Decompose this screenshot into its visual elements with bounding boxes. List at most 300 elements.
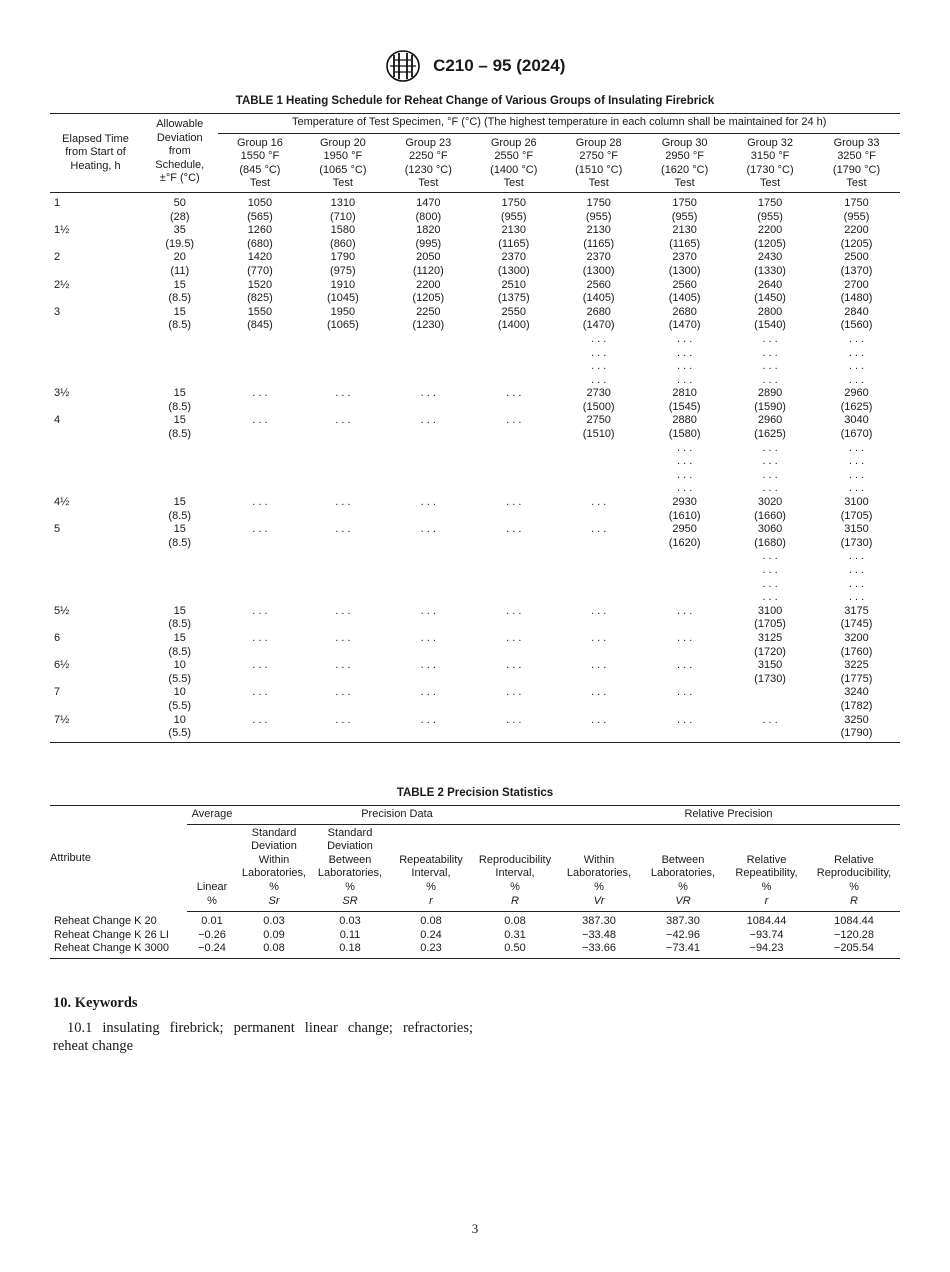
column-symbol: R	[850, 894, 858, 907]
table-cell: . . .	[252, 604, 268, 617]
table-cell	[50, 428, 141, 442]
table-cell: 2560	[586, 278, 611, 291]
table-cell: . . .	[506, 414, 522, 427]
table-cell: 15	[173, 631, 186, 644]
table-cell: (1620)	[668, 536, 701, 549]
table-cell: (1405)	[668, 292, 701, 305]
group-header-line: (845 °C)	[239, 163, 281, 176]
table-cell: (1470)	[582, 319, 615, 332]
table-cell: . . .	[676, 713, 693, 726]
table-cell: . . .	[591, 496, 607, 509]
table-cell: (8.5)	[168, 618, 192, 631]
table-cell: 3150	[757, 659, 783, 672]
table-cell: . . .	[676, 659, 693, 672]
temperature-span-header: Temperature of Test Specimen, °F (°C) (The highest temperature in each column shall be maintained for 24 h)	[218, 114, 900, 134]
table-cell: (11)	[170, 264, 190, 277]
group-header-line: 3150 °F	[750, 150, 790, 163]
column-header	[473, 824, 557, 912]
table-row	[50, 224, 900, 238]
group-header-line: Group 16	[236, 136, 283, 149]
table-cell: (845)	[247, 319, 273, 332]
table-cell: 1550	[247, 305, 273, 318]
table-cell	[642, 727, 727, 742]
table-row	[50, 578, 900, 592]
table-cell	[384, 591, 472, 605]
table-cell	[384, 510, 472, 524]
table-cell: (8.5)	[168, 536, 192, 549]
table-cell: (1720)	[754, 645, 786, 658]
table-cell: . . .	[420, 414, 436, 427]
table-cell: 10	[173, 713, 186, 726]
table-cell: 387.30	[582, 915, 616, 928]
table-cell: . . .	[676, 360, 693, 373]
column-header-line: %	[426, 880, 436, 893]
column-header-line: Laboratories,	[241, 867, 307, 880]
table-cell: . . .	[762, 346, 778, 359]
table-cell: 2200	[416, 278, 441, 291]
group-header-line: (1065 °C)	[319, 163, 367, 176]
table-cell	[472, 428, 555, 442]
table-cell	[50, 564, 141, 578]
table-row	[50, 523, 900, 537]
table-cell	[141, 482, 218, 496]
table-row	[50, 292, 900, 306]
table-cell: 1420	[247, 251, 273, 264]
table-cell	[555, 482, 642, 496]
table-cell	[727, 727, 813, 742]
table-cell: (1660)	[754, 509, 786, 522]
table-cell: 2430	[757, 251, 783, 264]
table-cell: . . .	[762, 591, 778, 604]
table-cell	[50, 469, 141, 483]
table-cell	[301, 455, 384, 469]
table-cell: (1790)	[840, 727, 873, 740]
table-cell: (1375)	[497, 292, 530, 305]
table-cell	[301, 428, 384, 442]
table-cell: 2750	[586, 414, 611, 427]
table-cell	[301, 482, 384, 496]
table-cell	[472, 442, 555, 456]
group-header-line: Test	[588, 177, 609, 190]
table-cell: 15	[173, 414, 186, 427]
table-cell: (8.5)	[168, 292, 192, 305]
table-row	[50, 251, 900, 265]
table-cell: (5.5)	[168, 699, 192, 712]
table-cell: 2130	[501, 224, 526, 237]
column-header-line: Interval,	[495, 867, 535, 880]
table-cell	[218, 537, 301, 551]
table-row	[50, 211, 900, 225]
column-symbol: R	[511, 894, 519, 907]
table-cell: (1330)	[754, 264, 786, 277]
column-header	[557, 824, 641, 912]
table-cell: 1580	[330, 224, 356, 237]
keywords-section	[53, 994, 473, 1055]
table-cell	[50, 578, 141, 592]
table-cell	[384, 374, 472, 388]
group-header-line: Test	[332, 177, 353, 190]
table-cell: (1510)	[582, 428, 615, 441]
table-cell	[555, 455, 642, 469]
table-cell: (1745)	[840, 618, 873, 631]
table-cell: (1625)	[754, 428, 786, 441]
table-cell: . . .	[676, 686, 693, 699]
elapsed-time-header: Elapsed Time from Start of Heating, h	[50, 114, 141, 193]
table-cell: −0.26	[198, 928, 226, 941]
standard-designation: C210 – 95 (2024)	[433, 56, 566, 75]
table-cell: (1045)	[326, 292, 359, 305]
table-cell: 15	[173, 496, 186, 509]
table-cell	[301, 347, 384, 361]
table-cell: . . .	[591, 659, 607, 672]
table-cell: 3200	[844, 631, 869, 644]
table-cell: 0.08	[263, 942, 285, 955]
table-cell: 3100	[757, 604, 783, 617]
table-cell	[141, 550, 218, 564]
table-cell	[50, 401, 141, 415]
table-row	[50, 646, 900, 660]
table-cell: (8.5)	[168, 400, 192, 413]
table-cell	[218, 469, 301, 483]
table-cell: 0.50	[504, 942, 526, 955]
table-cell: (1580)	[668, 428, 701, 441]
table-cell	[218, 360, 301, 374]
table-cell	[472, 455, 555, 469]
table-cell	[218, 428, 301, 442]
table-cell: . . .	[335, 686, 351, 699]
table-cell	[555, 591, 642, 605]
column-header-line: Standard	[327, 826, 373, 839]
table-cell	[384, 578, 472, 592]
table-cell: 0.01	[201, 915, 223, 928]
table-cell: . . .	[420, 713, 436, 726]
group-header-line: (1230 °C)	[404, 163, 452, 176]
table-cell: 2730	[586, 387, 611, 400]
column-header-line: %	[678, 880, 688, 893]
table-cell	[50, 265, 141, 279]
table-cell	[555, 442, 642, 456]
table-cell: 6	[54, 631, 61, 644]
page-number: 3	[471, 1221, 479, 1236]
table-cell: (1730)	[754, 672, 786, 685]
table-cell	[218, 700, 301, 714]
table-cell: −33.48	[582, 928, 616, 941]
table-cell	[472, 510, 555, 524]
table-cell	[472, 564, 555, 578]
table-cell	[218, 347, 301, 361]
table-cell	[301, 333, 384, 347]
table-cell: 2640	[757, 278, 783, 291]
table-cell: 4	[54, 414, 61, 427]
table-cell: 1½	[54, 224, 70, 237]
table-cell	[301, 442, 384, 456]
table-cell: . . .	[335, 631, 351, 644]
table-cell	[218, 578, 301, 592]
table-cell: (1670)	[840, 428, 873, 441]
table-cell: . . .	[848, 455, 865, 468]
table-cell	[384, 564, 472, 578]
table-cell: . . .	[252, 713, 268, 726]
table-cell: . . .	[676, 346, 693, 359]
table-row	[50, 727, 900, 742]
table-row	[50, 929, 900, 943]
table-cell: 2370	[586, 251, 611, 264]
table-cell: 10	[173, 659, 186, 672]
group-header	[218, 133, 301, 192]
table-cell: . . .	[420, 659, 436, 672]
table-cell: (955)	[843, 210, 870, 223]
table-cell: 2½	[54, 278, 70, 291]
table-row	[50, 605, 900, 619]
table-cell: . . .	[762, 373, 778, 386]
table-cell: 1260	[247, 224, 273, 237]
group-header-line: 3250 °F	[837, 150, 876, 163]
table-cell: 0.18	[339, 942, 361, 955]
table-row	[50, 374, 900, 388]
table-cell: 1750	[672, 196, 697, 209]
table-cell: . . .	[335, 496, 351, 509]
table-cell: (800)	[415, 210, 442, 223]
table-cell: 15	[173, 604, 186, 617]
column-header-line: %	[345, 880, 355, 893]
table-cell	[218, 510, 301, 524]
table-cell: . . .	[676, 482, 693, 495]
table-cell: 1950	[330, 305, 356, 318]
table-cell	[301, 469, 384, 483]
table-cell	[141, 564, 218, 578]
table-cell: . . .	[420, 686, 436, 699]
group-header-line: 1950 °F	[323, 150, 363, 163]
table-cell: . . .	[335, 414, 351, 427]
table-cell: (955)	[500, 210, 527, 223]
table-cell	[141, 347, 218, 361]
table-row	[50, 306, 900, 320]
table-cell: (8.5)	[168, 428, 192, 441]
table-cell: . . .	[676, 604, 693, 617]
table-cell: 3040	[844, 414, 869, 427]
table-row	[50, 912, 900, 929]
table-cell: (1705)	[840, 509, 873, 522]
table-cell: 3225	[844, 659, 869, 672]
table-cell: . . .	[252, 496, 268, 509]
table-cell: . . .	[762, 332, 778, 345]
table-cell	[141, 578, 218, 592]
table-cell	[642, 578, 727, 592]
allowable-deviation-header: Allowable Deviation from Schedule, ±°F (°C)	[141, 114, 218, 193]
column-header-line: Within	[258, 853, 290, 866]
table-cell	[50, 646, 141, 660]
table-cell	[472, 537, 555, 551]
precision-data-group-header: Precision Data	[237, 806, 557, 825]
table-cell	[384, 428, 472, 442]
column-header	[808, 824, 900, 912]
group-header-line: 2250 °F	[408, 150, 448, 163]
table-cell: 2680	[672, 305, 697, 318]
table-cell: 3060	[757, 523, 783, 536]
table-cell: 0.24	[420, 928, 442, 941]
table-cell	[50, 482, 141, 496]
table-cell	[472, 469, 555, 483]
table-row	[50, 387, 900, 401]
table-cell: 2200	[757, 224, 783, 237]
group-header-line: Test	[846, 177, 867, 190]
column-symbol: r	[764, 894, 769, 907]
table-cell	[141, 333, 218, 347]
column-symbol: Sr	[268, 894, 280, 907]
table-cell	[301, 727, 384, 742]
table-cell: (1205)	[754, 237, 786, 250]
table-cell: 3125	[757, 631, 783, 644]
table-cell	[472, 550, 555, 564]
column-header-line: Standard	[251, 826, 297, 839]
table-cell: (1300)	[668, 264, 701, 277]
table-cell: (1300)	[497, 264, 530, 277]
table-cell: . . .	[335, 523, 351, 536]
table-cell: 2810	[672, 387, 697, 400]
table-cell: . . .	[762, 360, 778, 373]
table-cell: . . .	[420, 523, 436, 536]
table-row	[50, 469, 900, 483]
group-header-line: (1400 °C)	[490, 163, 538, 176]
table-cell	[472, 618, 555, 632]
column-header-line: Deviation	[327, 840, 373, 853]
table-cell: (8.5)	[168, 509, 192, 522]
table-row	[50, 319, 900, 333]
group-header	[384, 133, 472, 192]
table-cell: 0.03	[339, 915, 361, 928]
table-cell	[472, 401, 555, 415]
table-cell	[218, 401, 301, 415]
group-header	[813, 133, 900, 192]
table-cell: . . .	[676, 468, 693, 481]
table-cell: 3150	[844, 523, 869, 536]
table-cell	[141, 591, 218, 605]
table-cell	[218, 646, 301, 660]
table-cell	[384, 442, 472, 456]
table-cell: −73.41	[666, 942, 700, 955]
table-cell	[472, 347, 555, 361]
table-cell: . . .	[676, 455, 693, 468]
table-cell: . . .	[848, 564, 865, 576]
table-cell	[384, 482, 472, 496]
table-cell	[555, 618, 642, 632]
table-row	[50, 347, 900, 361]
table-cell	[555, 564, 642, 578]
table-cell: −205.54	[833, 942, 875, 955]
group-header-line: (1510 °C)	[575, 163, 623, 176]
table-cell	[384, 455, 472, 469]
table-cell	[218, 591, 301, 605]
table-cell: 2960	[757, 414, 783, 427]
group-header-line: 1550 °F	[240, 150, 280, 163]
column-header-line: Laboratories,	[650, 867, 716, 880]
group-header-line: 2950 °F	[665, 150, 704, 163]
table-cell: (8.5)	[168, 319, 192, 332]
table-cell: . . .	[591, 373, 607, 386]
table-cell: . . .	[335, 713, 351, 726]
group-header-line: (1790 °C)	[832, 163, 881, 176]
table-cell: (1165)	[669, 237, 701, 250]
column-header	[389, 824, 473, 912]
column-symbol: VR	[675, 894, 691, 907]
table-cell	[384, 537, 472, 551]
group-header-line: Test	[503, 177, 524, 190]
table-cell: (565)	[247, 210, 273, 223]
table-cell: . . .	[591, 713, 607, 726]
table-cell	[555, 646, 642, 660]
table-cell	[555, 578, 642, 592]
table-cell: 2800	[757, 305, 783, 318]
table-row	[50, 632, 900, 646]
table-cell: 2	[54, 251, 61, 264]
table-cell	[472, 673, 555, 687]
column-header-line: Reproducibility,	[816, 867, 892, 880]
table-cell: 1470	[416, 196, 441, 209]
table-row	[50, 428, 900, 442]
table-row	[50, 401, 900, 415]
table-cell: . . .	[506, 496, 522, 509]
table-cell: . . .	[506, 523, 522, 536]
table-cell: 1790	[330, 251, 356, 264]
table-cell: . . .	[591, 360, 607, 373]
table-cell	[384, 469, 472, 483]
table-cell: (5.5)	[168, 672, 192, 685]
table-cell: 3½	[54, 387, 70, 400]
table-cell: 3175	[844, 604, 869, 617]
table-cell	[555, 727, 642, 742]
table-cell	[301, 360, 384, 374]
group-header-line: 2750 °F	[579, 150, 619, 163]
table-cell	[642, 673, 727, 687]
table-cell	[472, 727, 555, 742]
column-header-line: Linear	[196, 880, 228, 893]
table-cell: 2550	[501, 305, 526, 318]
table-cell: . . .	[591, 332, 607, 345]
table-cell: 2130	[586, 224, 611, 237]
table-cell	[472, 360, 555, 374]
table-cell: (1450)	[754, 292, 786, 305]
table-cell: 2560	[672, 278, 697, 291]
table-cell	[50, 333, 141, 347]
table-cell: . . .	[506, 387, 522, 400]
table-cell: 1310	[330, 196, 356, 209]
column-header-line: Deviation	[251, 840, 297, 853]
table-cell: . . .	[591, 631, 607, 644]
table-cell: 1750	[501, 196, 526, 209]
table-cell	[50, 211, 141, 225]
table-cell: 2930	[672, 496, 697, 509]
table-cell: 50	[173, 196, 186, 209]
table-cell: . . .	[506, 604, 522, 617]
column-header	[187, 824, 237, 912]
column-header-line: %	[594, 880, 604, 893]
table-cell: 2510	[501, 278, 526, 291]
table-cell: 2890	[757, 387, 783, 400]
table-cell: 15	[173, 305, 186, 318]
table-cell: (955)	[757, 210, 783, 223]
table-row	[50, 192, 900, 210]
table-cell: Reheat Change K 3000	[54, 942, 169, 955]
table-cell: (1500)	[582, 400, 615, 413]
table-cell	[472, 700, 555, 714]
table-cell: 1910	[330, 278, 356, 291]
table-cell: . . .	[848, 360, 865, 373]
column-header-line: %	[849, 880, 859, 893]
table-cell	[141, 455, 218, 469]
table-cell: 1750	[586, 196, 611, 209]
group-header-line: Group 32	[747, 136, 793, 149]
table-cell: . . .	[762, 441, 778, 454]
